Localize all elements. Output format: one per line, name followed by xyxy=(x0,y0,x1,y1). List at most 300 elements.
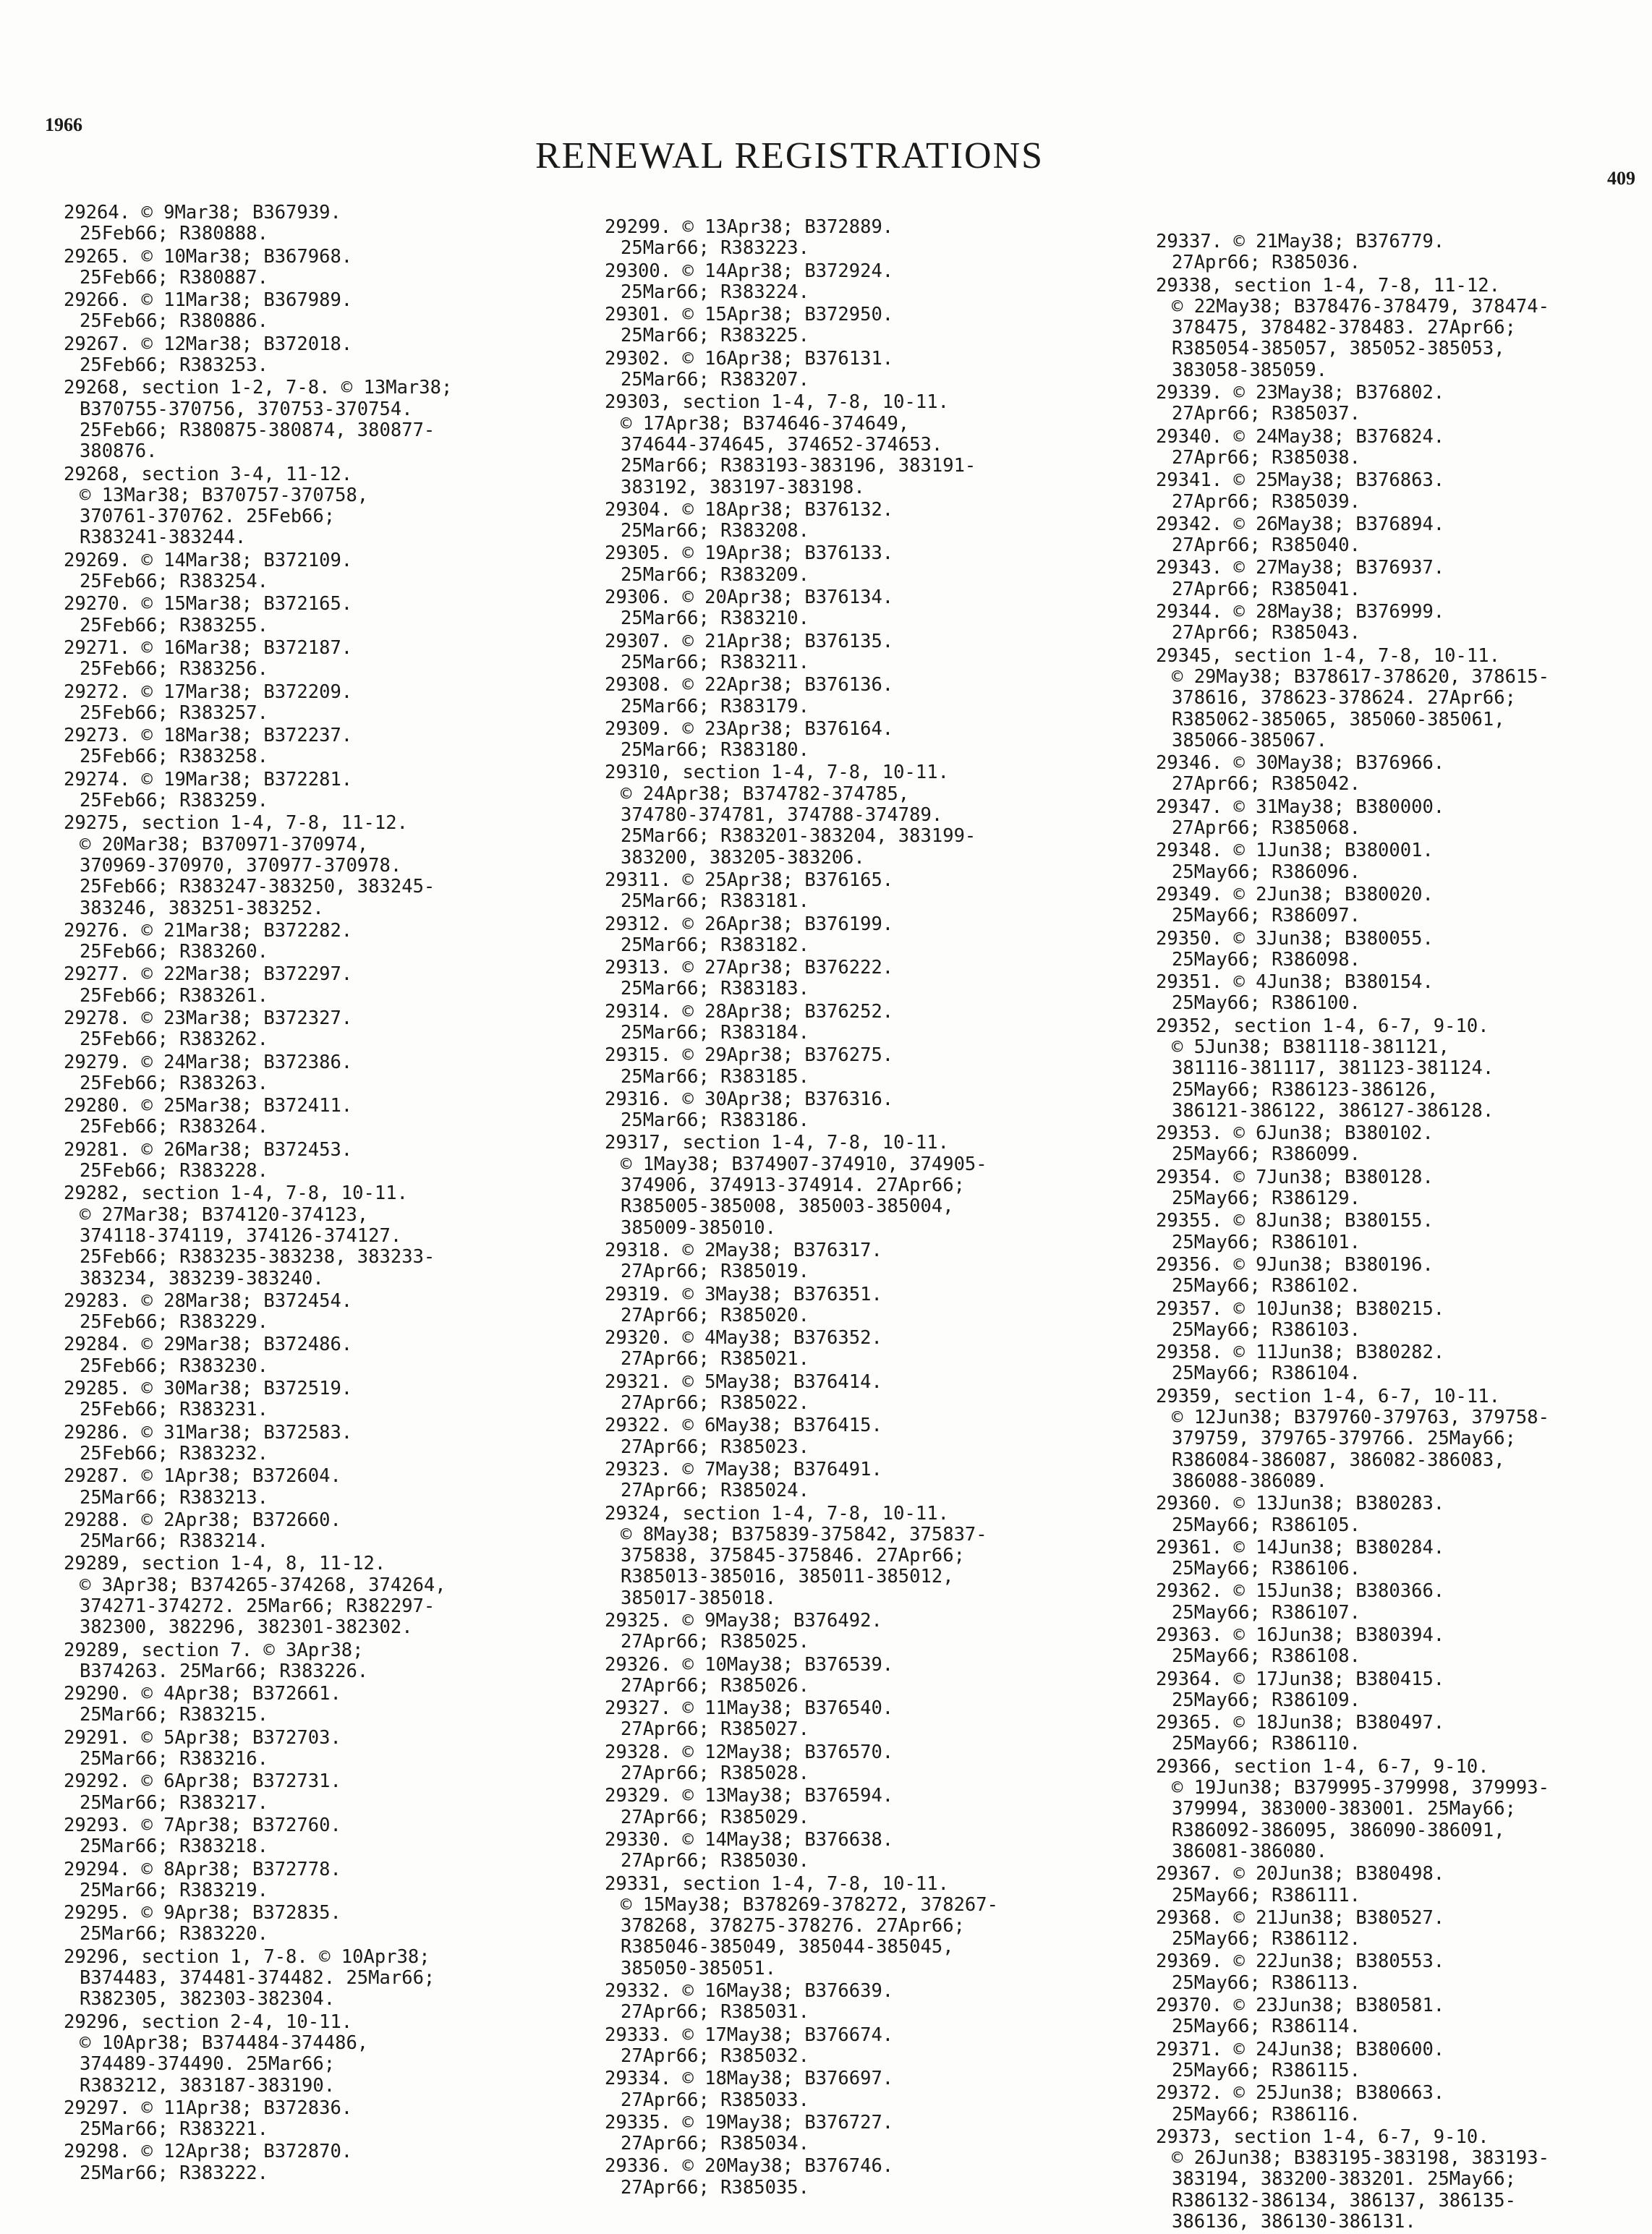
registration-entry xyxy=(605,1459,1154,1502)
entry-line: 375838, 375845-375846. 27Apr66; xyxy=(621,1546,965,1567)
entry-line: 25Mar66; R383210. xyxy=(621,608,809,630)
entry-line: 25May66; R386123-386126, xyxy=(1172,1079,1439,1101)
entry-line: 29302. © 16Apr38; B376131. xyxy=(605,348,894,370)
entry-line: 29324, section 1-4, 7-8, 10-11. xyxy=(605,1503,949,1525)
registration-entry xyxy=(1156,602,1652,644)
entry-line: 29372. © 25Jun38; B380663. xyxy=(1156,2083,1445,2105)
entry-line: © 10Apr38; B374484-374486, xyxy=(80,2032,369,2054)
registration-entry xyxy=(605,675,1154,717)
entry-line: 25Feb66; R383256. xyxy=(80,659,268,681)
registration-entry xyxy=(1156,797,1652,840)
registration-entry xyxy=(605,762,1154,868)
registration-entry xyxy=(1156,1864,1652,1906)
registration-entry xyxy=(1156,514,1652,557)
entry-line: 374118-374119, 374126-374127. xyxy=(80,1225,402,1247)
entry-line: 29304. © 18Apr38; B376132. xyxy=(605,499,894,521)
entry-line: 25Mar66; R383209. xyxy=(621,564,809,586)
registration-entry xyxy=(64,202,613,245)
registration-entry xyxy=(64,964,613,1007)
entry-line: 29358. © 11Jun38; B380282. xyxy=(1156,1342,1445,1364)
registration-entry xyxy=(605,543,1154,586)
registration-entry xyxy=(1156,1581,1652,1624)
entry-line: 25Mar66; R383207. xyxy=(621,370,809,391)
entry-line: 29331, section 1-4, 7-8, 10-11. xyxy=(605,1873,949,1895)
entry-line: 29264. © 9Mar38; B367939. xyxy=(64,202,341,223)
entry-line: 29359, section 1-4, 6-7, 10-11. xyxy=(1156,1386,1500,1407)
registration-entry xyxy=(605,217,1154,260)
entry-line: 25Feb66; R383247-383250, 383245- xyxy=(80,877,435,898)
registration-entry xyxy=(605,719,1154,762)
registration-entry xyxy=(1156,1016,1652,1122)
entry-line: B374483, 374481-374482. 25Mar66; xyxy=(80,1968,435,1990)
entry-line: 25Mar66; R383217. xyxy=(80,1792,268,1814)
entry-line: 27Apr66; R385033. xyxy=(621,2089,809,2111)
entry-line: 25Feb66; R383232. xyxy=(80,1443,268,1465)
entry-line: 29296, section 1, 7-8. © 10Apr38; xyxy=(64,1946,430,1968)
entry-line: R383212, 383187-383190. xyxy=(80,2075,336,2097)
entry-line: © 17Apr38; B374646-374649, xyxy=(621,413,910,435)
entry-line: 29289, section 7. © 3Apr38; xyxy=(64,1640,364,1661)
registration-entry xyxy=(605,587,1154,630)
registration-entry xyxy=(64,682,613,725)
entry-line: 27Apr66; R385025. xyxy=(621,1632,809,1653)
entry-line: 382300, 382296, 382301-382302. xyxy=(80,1617,413,1639)
entry-line: © 29May38; B378617-378620, 378615- xyxy=(1172,666,1549,688)
registration-entry xyxy=(605,349,1154,391)
entry-line: 25May66; R386111. xyxy=(1172,1885,1361,1906)
entry-line: 29295. © 9Apr38; B372835. xyxy=(64,1903,341,1924)
entry-line: 25May66; R386112. xyxy=(1172,1929,1361,1951)
entry-line: 25Mar66; R383184. xyxy=(621,1022,809,1044)
entry-line: 25Mar66; R383201-383204, 383199- xyxy=(621,826,976,848)
entry-line: 25Feb66; R383263. xyxy=(80,1073,268,1094)
registration-entry xyxy=(64,1510,613,1553)
entry-line: 29279. © 24Mar38; B372386. xyxy=(64,1052,353,1073)
entry-line: 29354. © 7Jun38; B380128. xyxy=(1156,1167,1434,1188)
entry-line: 29276. © 21Mar38; B372282. xyxy=(64,920,353,942)
entry-line: 25Mar66; R383223. xyxy=(621,238,809,260)
entry-line: 25Feb66; R383260. xyxy=(80,942,268,963)
entry-line: 29274. © 19Mar38; B372281. xyxy=(64,769,353,790)
registration-entry xyxy=(64,921,613,963)
entry-line: 29338, section 1-4, 7-8, 11-12. xyxy=(1156,275,1500,297)
registration-entry xyxy=(1156,1908,1652,1951)
entry-line: 25Feb66; R383257. xyxy=(80,702,268,724)
entry-line: 385017-385018. xyxy=(621,1587,776,1609)
registration-entry xyxy=(605,261,1154,304)
entry-line: 25Feb66; R383264. xyxy=(80,1117,268,1138)
entry-line: 25Mar66; R383179. xyxy=(621,696,809,717)
entry-line: 385009-385010. xyxy=(621,1217,776,1239)
registration-entry xyxy=(1156,929,1652,971)
entry-line: 25Mar66; R383211. xyxy=(621,652,809,673)
entry-line: 25May66; R386108. xyxy=(1172,1646,1361,1668)
entry-line: 27Apr66; R385024. xyxy=(621,1480,809,1502)
entry-line: © 27Mar38; B374120-374123, xyxy=(80,1204,369,1226)
entry-line: 27Apr66; R385068. xyxy=(1172,818,1361,840)
entry-line: 374271-374272. 25Mar66; R382297- xyxy=(80,1596,435,1617)
registration-entry xyxy=(64,769,613,812)
entry-line: © 8May38; B375839-375842, 375837- xyxy=(621,1524,987,1546)
registration-entry xyxy=(64,594,613,636)
entry-line: 27Apr66; R385043. xyxy=(1172,623,1361,644)
entry-line: 29367. © 20Jun38; B380498. xyxy=(1156,1864,1445,1885)
entry-line: 379759, 379765-379766. 25May66; xyxy=(1172,1428,1516,1450)
registration-entry xyxy=(1156,2039,1652,2082)
registration-entry xyxy=(64,725,613,768)
registration-entry xyxy=(1156,231,1652,274)
entry-line: 27Apr66; R385035. xyxy=(621,2177,809,2199)
entry-line: 25Feb66; R383230. xyxy=(80,1355,268,1377)
entry-line: 29343. © 27May38; B376937. xyxy=(1156,558,1445,579)
entry-line: 27Apr66; R385040. xyxy=(1172,535,1361,557)
entry-line: 29303, section 1-4, 7-8, 10-11. xyxy=(605,392,949,414)
entry-line: 29266. © 11Mar38; B367989. xyxy=(64,290,353,312)
entry-line: 374780-374781, 374788-374789. xyxy=(621,805,943,827)
entry-line: 25May66; R386098. xyxy=(1172,949,1361,971)
entry-line: R385054-385057, 385052-385053, xyxy=(1172,338,1505,360)
registration-entry xyxy=(605,914,1154,957)
registration-entry xyxy=(64,1466,613,1509)
entry-line: 25May66; R386105. xyxy=(1172,1514,1361,1536)
entry-line: 374644-374645, 374652-374653. xyxy=(621,434,943,456)
entry-line: R386092-386095, 386090-386091, xyxy=(1172,1820,1505,1841)
registration-entry xyxy=(64,247,613,289)
registration-entry xyxy=(64,290,613,333)
entry-line: 29280. © 25Mar38; B372411. xyxy=(64,1096,353,1117)
entry-line: 29296, section 2-4, 10-11. xyxy=(64,2011,353,2033)
entry-line: 27Apr66; R385021. xyxy=(621,1349,809,1370)
registration-entry xyxy=(605,1133,1154,1238)
entry-line: 25Mar66; R383180. xyxy=(621,740,809,762)
entry-line: 29282, section 1-4, 7-8, 10-11. xyxy=(64,1183,408,1205)
registration-entry xyxy=(605,2156,1154,2199)
entry-line: 25Feb66; R380886. xyxy=(80,311,268,333)
registration-entry xyxy=(64,1640,613,1683)
registration-entry xyxy=(1156,2127,1652,2233)
entry-line: 25Mar66; R383220. xyxy=(80,1924,268,1945)
registration-entry xyxy=(64,2012,613,2097)
entry-line: 25Feb66; R383255. xyxy=(80,615,268,636)
entry-line: 29283. © 28Mar38; B372454. xyxy=(64,1290,353,1312)
registration-entry xyxy=(605,1830,1154,1872)
entry-line: 27Apr66; R385019. xyxy=(621,1261,809,1283)
entry-line: 29272. © 17Mar38; B372209. xyxy=(64,681,353,703)
registration-entry xyxy=(1156,1757,1652,1862)
registration-entry xyxy=(605,2025,1154,2068)
registration-entry xyxy=(1156,1211,1652,1253)
entry-line: 25Feb66; R383253. xyxy=(80,355,268,377)
entry-line: 29339. © 23May38; B376802. xyxy=(1156,383,1445,404)
entry-line: 25Mar66; R383219. xyxy=(80,1880,268,1901)
entry-line: 29269. © 14Mar38; B372109. xyxy=(64,550,353,571)
registration-entry xyxy=(1156,1951,1652,1994)
entry-line: 29293. © 7Apr38; B372760. xyxy=(64,1815,341,1836)
entry-line: 29316. © 30Apr38; B376316. xyxy=(605,1088,894,1110)
registration-entry xyxy=(1156,1342,1652,1385)
registration-entry xyxy=(605,1415,1154,1458)
entry-line: 29353. © 6Jun38; B380102. xyxy=(1156,1123,1434,1145)
entry-line: © 1May38; B374907-374910, 374905- xyxy=(621,1154,987,1175)
entry-line: 29305. © 19Apr38; B376133. xyxy=(605,543,894,565)
registration-entry xyxy=(1156,1995,1652,2038)
entry-line: 25May66; R386106. xyxy=(1172,1559,1361,1580)
entry-line: © 20Mar38; B370971-370974, xyxy=(80,834,369,856)
entry-line: R385013-385016, 385011-385012, xyxy=(621,1566,954,1588)
entry-line: 29292. © 6Apr38; B372731. xyxy=(64,1771,341,1793)
entry-line: 25Feb66; R383231. xyxy=(80,1399,268,1421)
entry-line: 29268, section 1-2, 7-8. © 13Mar38; xyxy=(64,378,453,399)
entry-line: 27Apr66; R385026. xyxy=(621,1675,809,1697)
registration-entry xyxy=(1156,2083,1652,2126)
entry-line: R386132-386134, 386137, 386135- xyxy=(1172,2190,1516,2212)
entry-line: 25May66; R386110. xyxy=(1172,1734,1361,1755)
entry-line: 27Apr66; R385020. xyxy=(621,1305,809,1326)
entry-line: © 15May38; B378269-378272, 378267- xyxy=(621,1894,998,1916)
entry-line: 381116-381117, 381123-381124. xyxy=(1172,1058,1494,1080)
entry-line: 29346. © 30May38; B376966. xyxy=(1156,753,1445,775)
entry-line: 27Apr66; R385034. xyxy=(621,2133,809,2155)
entry-line: 29366, section 1-4, 6-7, 9-10. xyxy=(1156,1756,1489,1778)
registration-entry xyxy=(64,1291,613,1334)
registration-entry xyxy=(64,2141,613,2184)
registration-entry xyxy=(64,1815,613,1858)
entry-line: 29321. © 5May38; B376414. xyxy=(605,1371,882,1393)
entry-line: 383194, 383200-383201. 25May66; xyxy=(1172,2169,1516,2191)
entry-line: 25May66; R386101. xyxy=(1172,1232,1361,1253)
entry-line: 386121-386122, 386127-386128. xyxy=(1172,1100,1494,1122)
entry-line: 25Mar66; R383181. xyxy=(621,891,809,913)
entry-line: 25May66; R386115. xyxy=(1172,2060,1361,2081)
entry-line: 378268, 378275-378276. 27Apr66; xyxy=(621,1916,965,1937)
entry-line: 27Apr66; R385041. xyxy=(1172,579,1361,600)
entry-line: 29356. © 9Jun38; B380196. xyxy=(1156,1254,1434,1276)
entry-line: 25Feb66; R380875-380874, 380877- xyxy=(80,419,435,441)
entry-line: 29311. © 25Apr38; B376165. xyxy=(605,869,894,891)
entry-line: 27Apr66; R385036. xyxy=(1172,252,1361,274)
registration-entry xyxy=(1156,972,1652,1015)
entry-line: 386081-386080. xyxy=(1172,1841,1327,1862)
registration-entry xyxy=(1156,1386,1652,1492)
registration-entry xyxy=(605,304,1154,347)
entry-line: 29340. © 24May38; B376824. xyxy=(1156,426,1445,448)
entry-line: 29277. © 22Mar38; B372297. xyxy=(64,964,353,986)
registration-entry xyxy=(605,2113,1154,2155)
registration-entry xyxy=(64,1947,613,2011)
entry-line: 29299. © 13Apr38; B372889. xyxy=(605,217,894,238)
entry-line: 25May66; R386102. xyxy=(1172,1276,1361,1297)
registration-entry xyxy=(605,1786,1154,1828)
entry-line: © 5Jun38; B381118-381121, xyxy=(1172,1036,1449,1058)
registration-entry xyxy=(64,334,613,377)
entry-line: 27Apr66; R385028. xyxy=(621,1763,809,1785)
entry-line: 25Feb66; R380888. xyxy=(80,223,268,245)
entry-line: 25Feb66; R383262. xyxy=(80,1029,268,1051)
entry-line: 25May66; R386103. xyxy=(1172,1319,1361,1341)
registration-entry xyxy=(605,1089,1154,1132)
entry-line: 370969-370970, 370977-370978. xyxy=(80,855,402,877)
entry-line: 29287. © 1Apr38; B372604. xyxy=(64,1466,341,1488)
entry-line: © 22May38; B378476-378479, 378474- xyxy=(1172,296,1549,317)
registration-entry xyxy=(64,1052,613,1095)
registration-entry xyxy=(64,1334,613,1377)
entry-line: R385062-385065, 385060-385061, xyxy=(1172,709,1505,730)
entry-line: 29360. © 13Jun38; B380283. xyxy=(1156,1493,1445,1515)
entry-line: 29329. © 13May38; B376594. xyxy=(605,1786,894,1807)
entry-line: 29284. © 29Mar38; B372486. xyxy=(64,1334,353,1356)
entry-line: 27Apr66; R385022. xyxy=(621,1393,809,1415)
entry-line: 29337. © 21May38; B376779. xyxy=(1156,231,1445,252)
entry-line: 29267. © 12Mar38; B372018. xyxy=(64,333,353,355)
registration-entry xyxy=(64,378,613,462)
entry-line: 383234, 383239-383240. xyxy=(80,1268,324,1289)
entry-line: 29357. © 10Jun38; B380215. xyxy=(1156,1298,1445,1320)
entry-line: 29368. © 21Jun38; B380527. xyxy=(1156,1907,1445,1929)
entry-line: 29363. © 16Jun38; B380394. xyxy=(1156,1625,1445,1646)
registration-entry xyxy=(1156,470,1652,513)
registration-entry xyxy=(605,2068,1154,2111)
entry-line: 29345, section 1-4, 7-8, 10-11. xyxy=(1156,645,1500,667)
page-title: RENEWAL REGISTRATIONS xyxy=(535,135,1044,176)
registration-entry xyxy=(605,1504,1154,1609)
entry-line: 27Apr66; R385029. xyxy=(621,1807,809,1828)
registration-entry xyxy=(605,1655,1154,1697)
registration-entry xyxy=(64,1903,613,1945)
entry-line: 25Mar66; R383221. xyxy=(80,2119,268,2141)
entry-line: 29336. © 20May38; B376746. xyxy=(605,2156,894,2178)
registration-entry xyxy=(64,550,613,593)
entry-line: 29301. © 15Apr38; B372950. xyxy=(605,304,894,326)
entry-line: 29364. © 17Jun38; B380415. xyxy=(1156,1668,1445,1690)
entry-line: 29288. © 2Apr38; B372660. xyxy=(64,1509,341,1531)
entry-line: 27Apr66; R385039. xyxy=(1172,491,1361,513)
column-2 xyxy=(605,217,1154,2200)
entry-line: 25May66; R386104. xyxy=(1172,1363,1361,1385)
entry-line: 29273. © 18Mar38; B372237. xyxy=(64,725,353,747)
entry-line: 29373, section 1-4, 6-7, 9-10. xyxy=(1156,2126,1489,2148)
entry-line: 25Mar66; R383186. xyxy=(621,1110,809,1132)
entry-line: 27Apr66; R385042. xyxy=(1172,774,1361,796)
entry-line: 29320. © 4May38; B376352. xyxy=(605,1328,882,1350)
entry-line: 29318. © 2May38; B376317. xyxy=(605,1240,882,1261)
entry-line: 25Mar66; R383182. xyxy=(621,934,809,956)
entry-line: 25May66; R386116. xyxy=(1172,2104,1361,2126)
entry-line: © 13Mar38; B370757-370758, xyxy=(80,485,369,506)
entry-line: 29371. © 24Jun38; B380600. xyxy=(1156,2039,1445,2060)
entry-line: 29313. © 27Apr38; B376222. xyxy=(605,958,894,979)
entry-line: 29323. © 7May38; B376491. xyxy=(605,1459,882,1480)
registration-entry xyxy=(605,1372,1154,1415)
entry-line: 380876. xyxy=(80,441,158,463)
entry-line: 27Apr66; R385038. xyxy=(1172,447,1361,469)
registration-entry xyxy=(1156,884,1652,927)
entry-line: 25May66; R386129. xyxy=(1172,1188,1361,1210)
entry-line: 383192, 383197-383198. xyxy=(621,477,865,498)
entry-line: 374489-374490. 25Mar66; xyxy=(80,2054,336,2076)
entry-line: 25Mar66; R383183. xyxy=(621,979,809,1000)
entry-line: 29298. © 12Apr38; B372870. xyxy=(64,2141,353,2163)
entry-line: 29347. © 31May38; B380000. xyxy=(1156,796,1445,818)
registration-entry xyxy=(64,1096,613,1138)
entry-line: 29319. © 3May38; B376351. xyxy=(605,1284,882,1305)
registration-entry xyxy=(64,1728,613,1770)
entry-line: 29315. © 29Apr38; B376275. xyxy=(605,1045,894,1067)
entry-line: 29307. © 21Apr38; B376135. xyxy=(605,631,894,652)
entry-line: 29265. © 10Mar38; B367968. xyxy=(64,246,353,268)
entry-line: 29334. © 18May38; B376697. xyxy=(605,2068,894,2090)
registration-entry xyxy=(605,1981,1154,2024)
entry-line: 25Mar66; R383185. xyxy=(621,1066,809,1088)
entry-line: 29361. © 14Jun38; B380284. xyxy=(1156,1537,1445,1559)
entry-line: 25Mar66; R383218. xyxy=(80,1836,268,1858)
registration-entry xyxy=(64,813,613,918)
registration-entry xyxy=(1156,1669,1652,1712)
entry-line: 29309. © 23Apr38; B376164. xyxy=(605,718,894,740)
registration-entry xyxy=(605,1698,1154,1741)
registration-entry xyxy=(605,1240,1154,1283)
registration-entry xyxy=(1156,1255,1652,1297)
registration-entry xyxy=(605,1611,1154,1653)
entry-line: © 3Apr38; B374265-374268, 374264, xyxy=(80,1574,446,1596)
column-3 xyxy=(1156,231,1652,2234)
entry-line: 27Apr66; R385037. xyxy=(1172,404,1361,425)
entry-line: 29351. © 4Jun38; B380154. xyxy=(1156,972,1434,994)
entry-line: 25Feb66; R383228. xyxy=(80,1161,268,1182)
entry-line: B370755-370756, 370753-370754. xyxy=(80,398,413,420)
registration-entry xyxy=(64,464,613,549)
registration-entry xyxy=(605,1742,1154,1785)
entry-line: 386136, 386130-386131. xyxy=(1172,2212,1416,2233)
entry-line: 25May66; R386096. xyxy=(1172,861,1361,883)
entry-line: 25Feb66; R380887. xyxy=(80,267,268,289)
entry-line: 25Feb66; R383235-383238, 383233- xyxy=(80,1247,435,1269)
entry-line: 27Apr66; R385030. xyxy=(621,1851,809,1872)
entry-line: 25Mar66; R383193-383196, 383191- xyxy=(621,456,976,477)
entry-line: 25Mar66; R383214. xyxy=(80,1531,268,1553)
entry-line: 370761-370762. 25Feb66; xyxy=(80,506,336,528)
entry-line: 383246, 383251-383252. xyxy=(80,898,324,919)
entry-line: © 19Jun38; B379995-379998, 379993- xyxy=(1172,1778,1549,1799)
registration-entry xyxy=(605,500,1154,542)
entry-line: 29342. © 26May38; B376894. xyxy=(1156,513,1445,535)
registration-entry xyxy=(605,1284,1154,1327)
entry-line: 29306. © 20Apr38; B376134. xyxy=(605,587,894,609)
entry-line: R383241-383244. xyxy=(80,527,247,549)
entry-line: 378616, 378623-378624. 27Apr66; xyxy=(1172,688,1516,709)
entry-line: 29271. © 16Mar38; B372187. xyxy=(64,637,353,659)
entry-line: 29285. © 30Mar38; B372519. xyxy=(64,1378,353,1400)
entry-line: 25Mar66; R383208. xyxy=(621,521,809,542)
registration-entry xyxy=(605,1874,1154,1979)
entry-line: 29275, section 1-4, 7-8, 11-12. xyxy=(64,813,408,835)
entry-line: 29286. © 31Mar38; B372583. xyxy=(64,1422,353,1444)
entry-line: 29291. © 5Apr38; B372703. xyxy=(64,1727,341,1749)
entry-line: 25Mar66; R383216. xyxy=(80,1749,268,1770)
entry-line: 25Feb66; R383229. xyxy=(80,1312,268,1334)
entry-line: 25May66; R386097. xyxy=(1172,905,1361,927)
entry-line: 29308. © 22Apr38; B376136. xyxy=(605,675,894,696)
entry-line: 29297. © 11Apr38; B372836. xyxy=(64,2097,353,2119)
registration-entry xyxy=(1156,1538,1652,1580)
entry-line: 25May66; R386114. xyxy=(1172,2016,1361,2038)
entry-line: 27Apr66; R385023. xyxy=(621,1436,809,1458)
entry-line: © 12Jun38; B379760-379763, 379758- xyxy=(1172,1407,1549,1429)
registration-entry xyxy=(1156,1123,1652,1166)
entry-line: 379994, 383000-383001. 25May66; xyxy=(1172,1799,1516,1820)
entry-line: 29327. © 11May38; B376540. xyxy=(605,1698,894,1720)
registration-entry xyxy=(1156,1299,1652,1342)
entry-line: 29341. © 25May38; B376863. xyxy=(1156,470,1445,492)
